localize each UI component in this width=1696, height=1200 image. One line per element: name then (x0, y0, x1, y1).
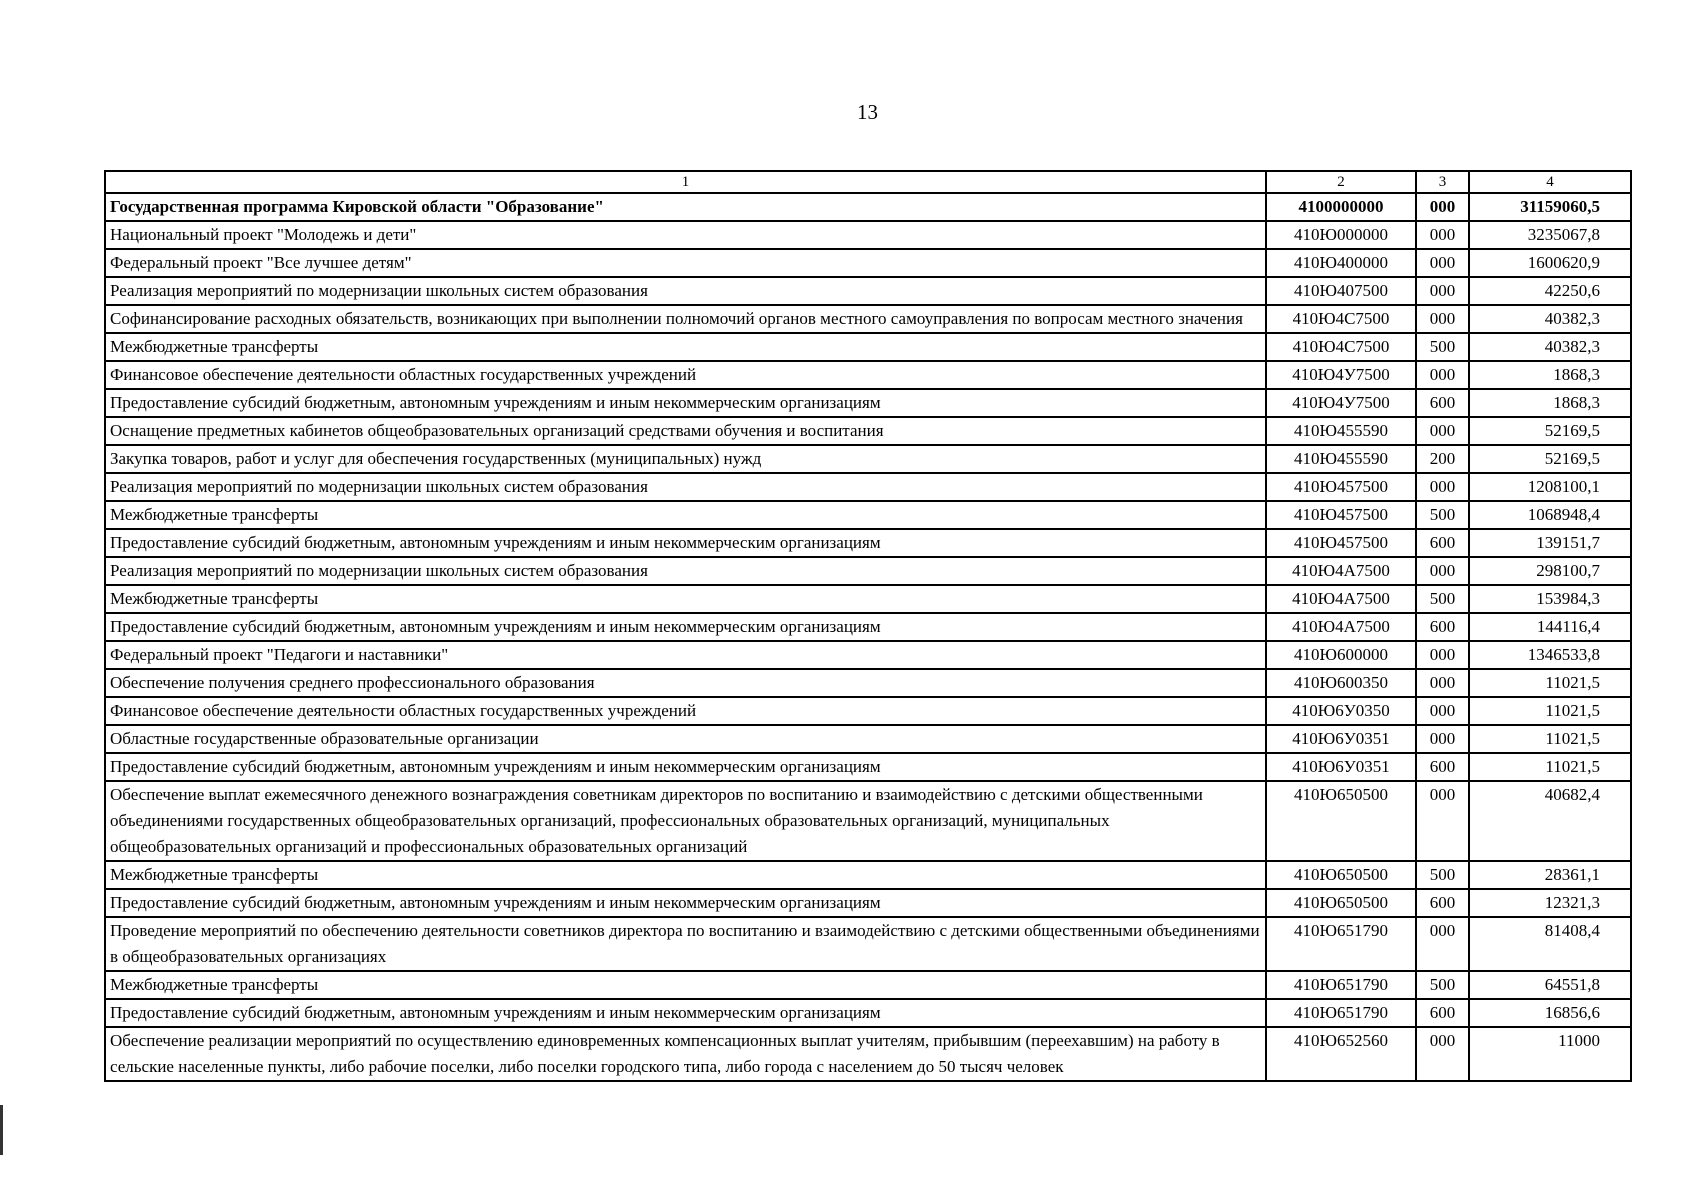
header-col-3: 3 (1416, 171, 1469, 193)
row-name-cell: Обеспечение получения среднего профессионального образования (105, 669, 1266, 697)
row-type-cell: 000 (1416, 917, 1469, 971)
row-amount-cell: 16856,6 (1469, 999, 1631, 1027)
row-amount-cell: 11021,5 (1469, 725, 1631, 753)
row-code-cell: 410Ю4С7500 (1266, 305, 1416, 333)
table-row (105, 999, 1631, 1027)
row-type-cell: 600 (1416, 529, 1469, 557)
row-amount-cell: 81408,4 (1469, 917, 1631, 971)
table-row (105, 277, 1631, 305)
row-amount-cell: 153984,3 (1469, 585, 1631, 613)
table-row (105, 557, 1631, 585)
row-code-cell: 410Ю455590 (1266, 417, 1416, 445)
table-row (105, 697, 1631, 725)
row-name-cell: Проведение мероприятий по обеспечению деятельности советников директора по воспитанию и взаимодействию с детскими общественными объединениями в общеобразовательных организациях (105, 917, 1266, 971)
page-number: 13 (857, 100, 878, 124)
row-code-cell: 410Ю6У0350 (1266, 697, 1416, 725)
row-name-cell: Обеспечение выплат ежемесячного денежного вознаграждения советникам директоров по воспитанию и взаимодействию с детскими общественными объединениями государственных общеобразовательных организаций, профессиональных образовательных организаций, муниципальных общеобразовательных организаций и профессиональных образовательных организаций (105, 781, 1266, 861)
table-row (105, 753, 1631, 781)
header-col-2: 2 (1266, 171, 1416, 193)
table-row (105, 249, 1631, 277)
row-code-cell: 410Ю000000 (1266, 221, 1416, 249)
row-name-cell: Национальный проект "Молодежь и дети" (105, 221, 1266, 249)
table-row (105, 917, 1631, 971)
row-code-cell: 410Ю4А7500 (1266, 585, 1416, 613)
row-amount-cell: 12321,3 (1469, 889, 1631, 917)
row-name-cell: Межбюджетные трансферты (105, 861, 1266, 889)
row-name-cell: Предоставление субсидий бюджетным, автономным учреждениям и иным некоммерческим организациям (105, 889, 1266, 917)
row-amount-cell: 40382,3 (1469, 305, 1631, 333)
table-row (105, 333, 1631, 361)
table-row (105, 585, 1631, 613)
row-type-cell: 600 (1416, 613, 1469, 641)
table-row (105, 389, 1631, 417)
row-name-cell: Межбюджетные трансферты (105, 585, 1266, 613)
row-amount-cell: 1600620,9 (1469, 249, 1631, 277)
table-row (105, 1027, 1631, 1081)
table-row (105, 861, 1631, 889)
row-type-cell: 600 (1416, 889, 1469, 917)
row-type-cell: 000 (1416, 697, 1469, 725)
table-row (105, 781, 1631, 861)
row-code-cell: 410Ю650500 (1266, 889, 1416, 917)
table-row (105, 669, 1631, 697)
row-type-cell: 600 (1416, 999, 1469, 1027)
table-row (105, 501, 1631, 529)
row-amount-cell: 31159060,5 (1469, 193, 1631, 221)
row-name-cell: Софинансирование расходных обязательств, возникающих при выполнении полномочий органов местного самоуправления по вопросам местного значения (105, 305, 1266, 333)
row-code-cell: 410Ю457500 (1266, 529, 1416, 557)
row-code-cell: 410Ю600000 (1266, 641, 1416, 669)
row-amount-cell: 52169,5 (1469, 417, 1631, 445)
row-name-cell: Реализация мероприятий по модернизации школьных систем образования (105, 277, 1266, 305)
header-col-4: 4 (1469, 171, 1631, 193)
row-amount-cell: 52169,5 (1469, 445, 1631, 473)
budget-table (104, 170, 1632, 1082)
row-amount-cell: 3235067,8 (1469, 221, 1631, 249)
row-code-cell: 410Ю650500 (1266, 861, 1416, 889)
table-row (105, 473, 1631, 501)
row-amount-cell: 298100,7 (1469, 557, 1631, 585)
row-amount-cell: 11021,5 (1469, 669, 1631, 697)
row-amount-cell: 1208100,1 (1469, 473, 1631, 501)
row-name-cell: Государственная программа Кировской области "Образование" (105, 193, 1266, 221)
row-name-cell: Предоставление субсидий бюджетным, автономным учреждениям и иным некоммерческим организациям (105, 753, 1266, 781)
row-type-cell: 000 (1416, 305, 1469, 333)
row-name-cell: Оснащение предметных кабинетов общеобразовательных организаций средствами обучения и воспитания (105, 417, 1266, 445)
row-name-cell: Межбюджетные трансферты (105, 501, 1266, 529)
row-type-cell: 000 (1416, 221, 1469, 249)
row-type-cell: 000 (1416, 473, 1469, 501)
row-name-cell: Предоставление субсидий бюджетным, автономным учреждениям и иным некоммерческим организациям (105, 999, 1266, 1027)
row-amount-cell: 64551,8 (1469, 971, 1631, 999)
row-amount-cell: 28361,1 (1469, 861, 1631, 889)
row-type-cell: 600 (1416, 753, 1469, 781)
table-row (105, 305, 1631, 333)
table-row (105, 613, 1631, 641)
row-code-cell: 410Ю651790 (1266, 971, 1416, 999)
row-name-cell: Предоставление субсидий бюджетным, автономным учреждениям и иным некоммерческим организациям (105, 529, 1266, 557)
row-name-cell: Закупка товаров, работ и услуг для обеспечения государственных (муниципальных) нужд (105, 445, 1266, 473)
table-row (105, 971, 1631, 999)
row-code-cell: 4100000000 (1266, 193, 1416, 221)
row-code-cell: 410Ю407500 (1266, 277, 1416, 305)
row-code-cell: 410Ю457500 (1266, 501, 1416, 529)
row-name-cell: Предоставление субсидий бюджетным, автономным учреждениям и иным некоммерческим организациям (105, 389, 1266, 417)
row-type-cell: 000 (1416, 249, 1469, 277)
table-header-row (105, 171, 1631, 193)
row-amount-cell: 1868,3 (1469, 389, 1631, 417)
table-row (105, 445, 1631, 473)
row-name-cell: Федеральный проект "Все лучшее детям" (105, 249, 1266, 277)
header-col-1: 1 (105, 171, 1266, 193)
row-amount-cell: 1868,3 (1469, 361, 1631, 389)
row-type-cell: 000 (1416, 781, 1469, 861)
row-type-cell: 000 (1416, 193, 1469, 221)
row-code-cell: 410Ю400000 (1266, 249, 1416, 277)
table-row (105, 193, 1631, 221)
row-code-cell: 410Ю457500 (1266, 473, 1416, 501)
row-code-cell: 410Ю6У0351 (1266, 725, 1416, 753)
row-amount-cell: 139151,7 (1469, 529, 1631, 557)
row-type-cell: 500 (1416, 501, 1469, 529)
row-code-cell: 410Ю650500 (1266, 781, 1416, 861)
row-code-cell: 410Ю455590 (1266, 445, 1416, 473)
row-type-cell: 000 (1416, 417, 1469, 445)
row-name-cell: Областные государственные образовательные организации (105, 725, 1266, 753)
row-name-cell: Финансовое обеспечение деятельности областных государственных учреждений (105, 697, 1266, 725)
row-name-cell: Финансовое обеспечение деятельности областных государственных учреждений (105, 361, 1266, 389)
row-type-cell: 000 (1416, 641, 1469, 669)
row-type-cell: 600 (1416, 389, 1469, 417)
row-type-cell: 500 (1416, 861, 1469, 889)
row-name-cell: Обеспечение реализации мероприятий по осуществлению единовременных компенсационных выплат учителям, прибывшим (переехавшим) на работу в сельские населенные пункты, либо рабочие поселки, либо поселки городского типа, либо города с населением до 50 тысяч человек (105, 1027, 1266, 1081)
row-code-cell: 410Ю4А7500 (1266, 613, 1416, 641)
row-amount-cell: 1068948,4 (1469, 501, 1631, 529)
row-type-cell: 000 (1416, 725, 1469, 753)
row-type-cell: 000 (1416, 361, 1469, 389)
table-body (105, 171, 1631, 1081)
row-code-cell: 410Ю652560 (1266, 1027, 1416, 1081)
row-type-cell: 500 (1416, 585, 1469, 613)
row-amount-cell: 11021,5 (1469, 697, 1631, 725)
row-name-cell: Межбюджетные трансферты (105, 971, 1266, 999)
row-code-cell: 410Ю6У0351 (1266, 753, 1416, 781)
table-row (105, 641, 1631, 669)
row-name-cell: Реализация мероприятий по модернизации школьных систем образования (105, 473, 1266, 501)
row-amount-cell: 1346533,8 (1469, 641, 1631, 669)
row-code-cell: 410Ю4У7500 (1266, 361, 1416, 389)
row-name-cell: Реализация мероприятий по модернизации школьных систем образования (105, 557, 1266, 585)
row-type-cell: 500 (1416, 333, 1469, 361)
row-name-cell: Предоставление субсидий бюджетным, автономным учреждениям и иным некоммерческим организациям (105, 613, 1266, 641)
row-type-cell: 000 (1416, 1027, 1469, 1081)
row-type-cell: 200 (1416, 445, 1469, 473)
row-code-cell: 410Ю4А7500 (1266, 557, 1416, 585)
row-amount-cell: 40682,4 (1469, 781, 1631, 861)
row-amount-cell: 11021,5 (1469, 753, 1631, 781)
row-type-cell: 000 (1416, 669, 1469, 697)
scan-edge-mark (0, 1105, 3, 1155)
table-row (105, 889, 1631, 917)
row-code-cell: 410Ю4С7500 (1266, 333, 1416, 361)
row-amount-cell: 144116,4 (1469, 613, 1631, 641)
row-type-cell: 000 (1416, 277, 1469, 305)
row-code-cell: 410Ю651790 (1266, 917, 1416, 971)
row-amount-cell: 42250,6 (1469, 277, 1631, 305)
row-amount-cell: 11000 (1469, 1027, 1631, 1081)
table-row (105, 221, 1631, 249)
table-row (105, 361, 1631, 389)
row-amount-cell: 40382,3 (1469, 333, 1631, 361)
row-name-cell: Федеральный проект "Педагоги и наставники" (105, 641, 1266, 669)
row-type-cell: 500 (1416, 971, 1469, 999)
table-row (105, 725, 1631, 753)
row-code-cell: 410Ю4У7500 (1266, 389, 1416, 417)
table-row (105, 417, 1631, 445)
row-name-cell: Межбюджетные трансферты (105, 333, 1266, 361)
row-code-cell: 410Ю651790 (1266, 999, 1416, 1027)
table-row (105, 529, 1631, 557)
row-code-cell: 410Ю600350 (1266, 669, 1416, 697)
row-type-cell: 000 (1416, 557, 1469, 585)
